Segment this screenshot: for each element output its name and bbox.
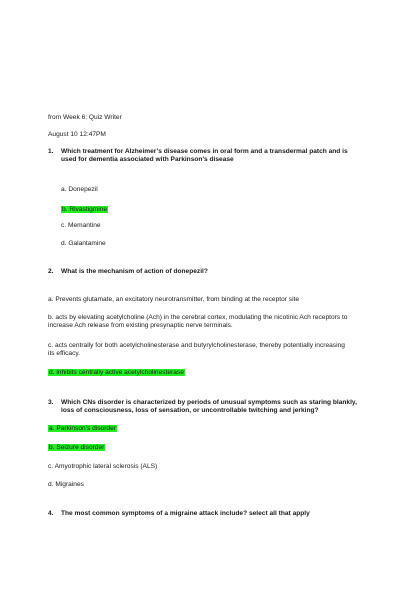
question-text: What is the mechanism of action of donepezil? <box>61 268 208 275</box>
option-b: b. acts by elevating acetylcholine (Ach) in the cerebral cortex, modulating the nicotinic Ach receptors to increase Ach release from existing presynaptic nerve terminals. <box>48 314 348 330</box>
timestamp: August 10 12:47PM <box>48 131 106 138</box>
option-a: a. Prevents glutamate, an excitatory neurotransmitter, from binding at the receptor site <box>48 296 300 303</box>
answer-highlight: d. inhibits centrally active acetylcholinesterase <box>49 369 184 376</box>
option-d: d. Galantamine <box>61 240 106 247</box>
option-d <box>48 369 185 377</box>
answer-highlight: a. Parkinson’s disorder <box>49 425 116 432</box>
question-number: 2. <box>48 268 54 275</box>
option-b <box>61 206 108 214</box>
question-number: 3. <box>48 399 54 406</box>
question-text: The most common symptoms of a migraine attack include? select all that apply <box>61 510 310 517</box>
question-number: 4. <box>48 510 54 517</box>
answer-highlight: b. Seizure disorder <box>49 444 105 451</box>
option-b <box>48 444 105 452</box>
option-a: a. Donepezil <box>61 186 98 193</box>
question-number: 1. <box>48 148 54 155</box>
option-c: c. Memantine <box>61 222 101 229</box>
option-a <box>48 425 117 433</box>
option-d: d. Migraines <box>48 481 84 488</box>
option-c: c. acts centrally for both acetylcholinesterase and butyrylcholinesterase, thereby potentially increasing its efficacy. <box>48 342 345 358</box>
answer-highlight: b. Rivastigmine <box>62 206 108 213</box>
question-text: Which treatment for Alzheimer’s disease comes in oral form and a transdermal patch and is used for dementia associated with Parkinson’s disease <box>61 148 348 164</box>
source-line: from Week 6: Quiz Writer <box>48 114 122 121</box>
question-text: Which CNs disorder is characterized by periods of unusual symptoms such as staring blankly, loss of consciousness, loss of sensation, or uncontrollable twitching and jerking? <box>61 399 357 415</box>
option-c: c. Amyotrophic lateral sclerosis (ALS) <box>48 463 158 470</box>
